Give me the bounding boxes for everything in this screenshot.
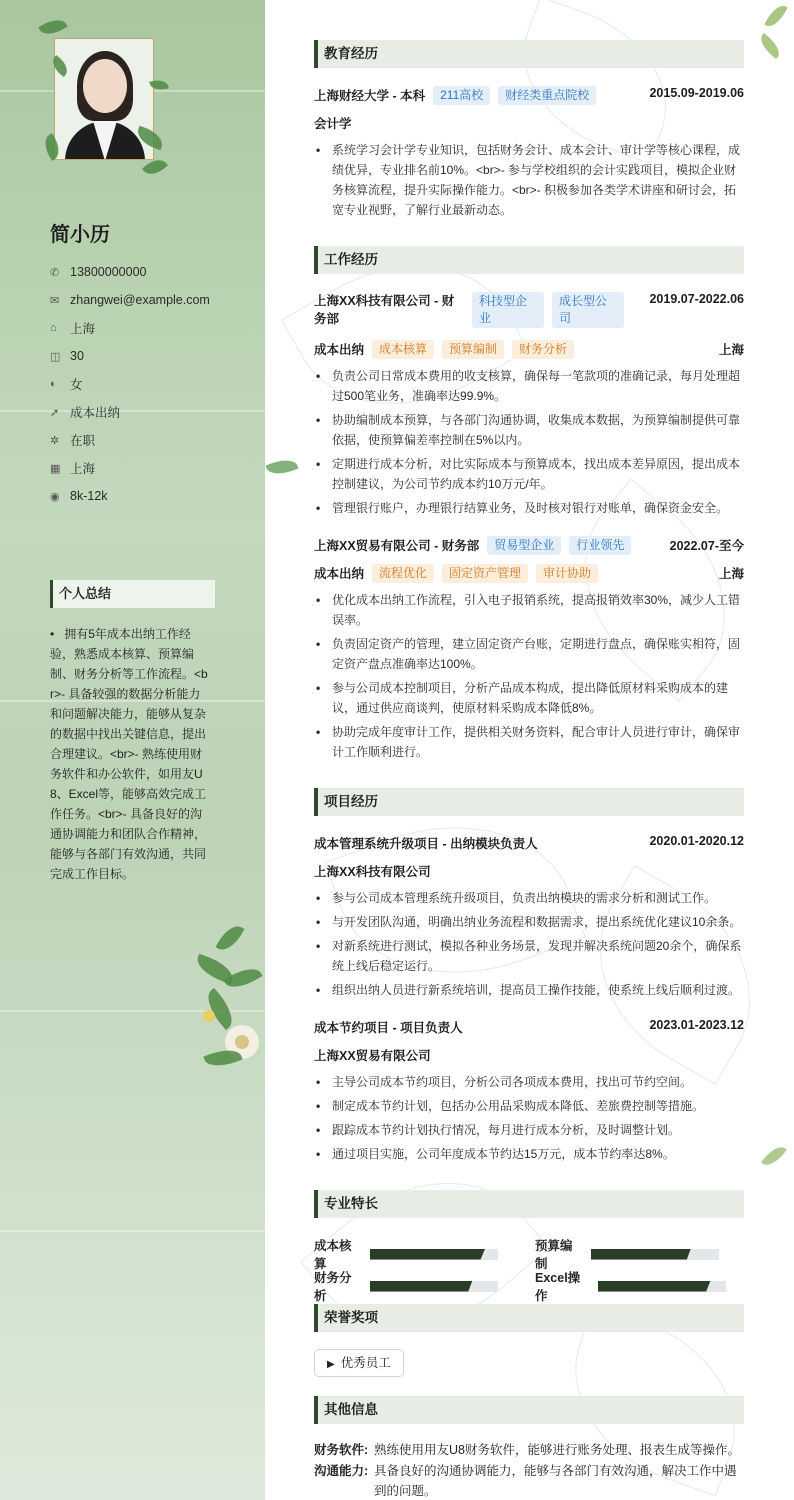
other-item bbox=[314, 1461, 744, 1500]
job-role-row bbox=[314, 340, 744, 359]
education-major: 会计学 bbox=[314, 117, 352, 131]
project-company: 上海XX科技有限公司 bbox=[314, 865, 431, 879]
target-city-value: 上海 bbox=[70, 462, 96, 476]
skill-bar bbox=[370, 1249, 498, 1260]
skill-tag: 成本核算 bbox=[372, 340, 434, 359]
education-period: 2015.09-2019.06 bbox=[649, 86, 744, 100]
job-role: 成本出纳 bbox=[314, 343, 365, 357]
job-city: 上海 bbox=[718, 343, 744, 357]
cake-icon: ◫ bbox=[50, 350, 61, 363]
summary-text: • 拥有5年成本出纳工作经验，熟悉成本核算、预算编制、财务分析等工作流程。<br>- 具备较强的数据分析能力和问题解决能力，能够从复杂的数据中找出关键信息，提出合理建议。<br>- 熟练使用财务软件和办公软件，如用友U8、Excel等，能够高效完成工作任务。<br>- 具备良好的沟通协调能力和团队合作精神，能够与各部门有效沟通，共同完成工作目标。 bbox=[50, 627, 208, 881]
candidate-name: 简小历 bbox=[50, 224, 110, 246]
project-row bbox=[314, 1018, 744, 1036]
location-value: 上海 bbox=[70, 322, 96, 336]
work-heading: 工作经历 bbox=[314, 246, 744, 274]
status-value: 在职 bbox=[70, 434, 96, 448]
list-item: • 主导公司成本节约项目，分析公司各项成本费用，找出可节约空间。 bbox=[314, 1072, 744, 1092]
summary-heading: 个人总结 bbox=[50, 580, 215, 608]
list-item: • 管理银行账户，办理银行结算业务，及时核对银行对账单，确保资金安全。 bbox=[314, 498, 744, 518]
skill-item bbox=[535, 1236, 719, 1272]
project-name: 成本管理系统升级项目 - 出纳模块负责人 bbox=[314, 837, 538, 851]
skill-bar-fill bbox=[591, 1249, 691, 1260]
job-role: 成本出纳 bbox=[314, 567, 365, 581]
project-company: 上海XX贸易有限公司 bbox=[314, 1049, 431, 1063]
summary-body: 拥有5年成本出纳工作经验，熟悉成本核算、预算编制、财务分析等工作流程。<br>- 具备较强的数据分析能力和问题解决能力，能够从复杂的数据中找出关键信息，提出合理建议。<br>- 熟练使用财务软件和办公软件，如用友U8、Excel等，能够高效完成工作任务。<br>- 具备良好的沟通协调能力和团队合作精神，能够与各部门有效沟通，共同完成工作目标。 bbox=[50, 627, 208, 881]
skill-tag: 审计协助 bbox=[536, 564, 598, 583]
phone-value: 13800000000 bbox=[70, 265, 147, 279]
other-value: 具备良好的沟通协调能力，能够与各部门有效沟通，解决工作中遇到的问题。 bbox=[374, 1464, 737, 1498]
list-item: • 协助完成年度审计工作，提供相关财务资料，配合审计人员进行审计，确保审计工作顺利进行。 bbox=[314, 722, 744, 762]
info-status bbox=[50, 426, 240, 454]
skill-item bbox=[535, 1268, 726, 1304]
school-tag: 财经类重点院校 bbox=[498, 86, 596, 105]
project-period: 2023.01-2023.12 bbox=[649, 1018, 744, 1032]
texture-streak bbox=[0, 1230, 265, 1232]
list-item: • 系统学习会计学专业知识，包括财务会计、成本会计、审计学等核心课程，成绩优异，专业排名前10%。<br>- 参与学校组织的会计实践项目，模拟企业财务核算流程，提升实际操作能力。<br>- 积极参加各类学术讲座和研讨会，拓宽专业视野，了解行业最新动态。 bbox=[314, 140, 744, 220]
company-tag: 行业领先 bbox=[569, 536, 631, 555]
list-item: • 跟踪成本节约计划执行情况，每月进行成本分析，及时调整计划。 bbox=[314, 1120, 744, 1140]
honors-heading: 荣誉奖项 bbox=[314, 1304, 744, 1332]
skill-tag: 流程优化 bbox=[372, 564, 434, 583]
list-item: • 负责固定资产的管理，建立固定资产台账，定期进行盘点，确保账实相符，固定资产盘点准确率达100%。 bbox=[314, 634, 744, 674]
education-heading: 教育经历 bbox=[314, 40, 744, 68]
leaf-decoration bbox=[756, 33, 784, 59]
list-item: • 负责公司日常成本费用的收支核算，确保每一笔款项的准确记录，每月处理超过500笔业务，准确率达99.9%。 bbox=[314, 366, 744, 406]
project-row bbox=[314, 834, 744, 852]
job-company: 上海XX科技有限公司 - 财务部 bbox=[314, 294, 455, 326]
skill-name: 成本核算 bbox=[314, 1239, 352, 1271]
sidebar bbox=[0, 0, 265, 1500]
list-item: • 对新系统进行测试，模拟各种业务场景，发现并解决系统问题20余个，确保系统上线后稳定运行。 bbox=[314, 936, 744, 976]
honor-label: 优秀员工 bbox=[340, 1356, 391, 1370]
list-item: • 参与公司成本控制项目，分析产品成本构成，提出降低原材料采购成本的建议，通过供应商谈判，使原材料采购成本降低8%。 bbox=[314, 678, 744, 718]
flower-decoration bbox=[195, 930, 265, 1080]
job-period: 2022.07-至今 bbox=[669, 539, 744, 553]
other-item bbox=[314, 1440, 744, 1460]
avatar bbox=[54, 38, 154, 160]
building-icon: ▦ bbox=[50, 462, 61, 475]
skill-bar bbox=[370, 1281, 498, 1292]
list-item: • 优化成本出纳工作流程，引入电子报销系统，提高报销效率30%，减少人工错误率。 bbox=[314, 590, 744, 630]
leaf-decoration bbox=[761, 1142, 787, 1170]
age-value: 30 bbox=[70, 349, 84, 363]
project-bullets bbox=[314, 888, 744, 1004]
job-company: 上海XX贸易有限公司 - 财务部 bbox=[314, 539, 480, 553]
info-target-position bbox=[50, 398, 240, 426]
honor-item[interactable] bbox=[314, 1349, 404, 1377]
project-period: 2020.01-2020.12 bbox=[649, 834, 744, 848]
job-period: 2019.07-2022.06 bbox=[649, 292, 744, 306]
list-item: • 参与公司成本管理系统升级项目，负责出纳模块的需求分析和测试工作。 bbox=[314, 888, 744, 908]
status-icon: ✲ bbox=[50, 434, 60, 447]
list-item: • 制定成本节约计划，包括办公用品采购成本降低、差旅费控制等措施。 bbox=[314, 1096, 744, 1116]
money-icon: ◉ bbox=[50, 490, 60, 503]
skill-bar-fill bbox=[598, 1281, 711, 1292]
mail-icon: ✉ bbox=[50, 294, 60, 307]
contact-info-list bbox=[50, 258, 240, 510]
email-value: zhangwei@example.com bbox=[70, 293, 210, 307]
company-tag: 成长型公司 bbox=[552, 292, 624, 328]
skill-tag: 预算编制 bbox=[442, 340, 504, 359]
skill-bar bbox=[598, 1281, 726, 1292]
skill-bar-fill bbox=[370, 1249, 485, 1260]
other-key: 沟通能力: bbox=[314, 1464, 369, 1478]
list-item: • 组织出纳人员进行新系统培训，提高员工操作技能，使系统上线后顺利过渡。 bbox=[314, 980, 744, 1000]
skill-item bbox=[314, 1268, 498, 1304]
list-item: • 通过项目实施，公司年度成本节约达15万元，成本节约率达8%。 bbox=[314, 1144, 744, 1164]
home-icon: ⌂ bbox=[50, 322, 57, 334]
gender-value: 女 bbox=[70, 378, 83, 392]
leaf-decoration bbox=[38, 14, 68, 39]
project-bullets bbox=[314, 1072, 744, 1168]
company-tag: 科技型企业 bbox=[472, 292, 544, 328]
skill-name: 预算编制 bbox=[535, 1239, 573, 1271]
job-bullets bbox=[314, 366, 744, 522]
list-item: • 定期进行成本分析，对比实际成本与预算成本，找出成本差异原因，提出成本控制建议，为公司节约成本约10万元/年。 bbox=[314, 454, 744, 494]
info-gender bbox=[50, 370, 240, 398]
skill-name: Excel操作 bbox=[535, 1271, 581, 1303]
job-city: 上海 bbox=[718, 567, 744, 581]
project-name: 成本节约项目 - 项目负责人 bbox=[314, 1021, 463, 1035]
projects-heading: 项目经历 bbox=[314, 788, 744, 816]
info-email bbox=[50, 286, 240, 314]
company-tag: 贸易型企业 bbox=[487, 536, 561, 555]
info-target-city bbox=[50, 454, 240, 482]
other-value: 熟练使用用友U8财务软件，能够进行账务处理、报表生成等操作。 bbox=[374, 1443, 740, 1457]
salary-value: 8k-12k bbox=[70, 489, 108, 503]
info-location bbox=[50, 314, 240, 342]
phone-icon: ✆ bbox=[50, 266, 60, 279]
education-row bbox=[314, 86, 744, 105]
info-salary bbox=[50, 482, 240, 510]
gender-icon: ◐ bbox=[50, 378, 57, 390]
job-role-row bbox=[314, 564, 744, 583]
other-heading: 其他信息 bbox=[314, 1396, 744, 1424]
job-bullets bbox=[314, 590, 744, 766]
info-phone bbox=[50, 258, 240, 286]
education-bullets bbox=[314, 140, 744, 224]
send-icon: ➚ bbox=[50, 406, 60, 419]
skill-tag: 固定资产管理 bbox=[442, 564, 528, 583]
avatar-wreath bbox=[40, 20, 180, 195]
list-item: • 与开发团队沟通，明确出纳业务流程和数据需求，提出系统优化建议10余条。 bbox=[314, 912, 744, 932]
info-age bbox=[50, 342, 240, 370]
list-item: • 协助编制成本预算，与各部门沟通协调，收集成本数据，为预算编制提供可靠依据，使预算偏差率控制在5%以内。 bbox=[314, 410, 744, 450]
job-row bbox=[314, 292, 744, 328]
skills-heading: 专业特长 bbox=[314, 1190, 744, 1218]
skill-bar-fill bbox=[370, 1281, 472, 1292]
skill-item bbox=[314, 1236, 498, 1272]
leaf-decoration bbox=[266, 455, 299, 478]
leaf-decoration bbox=[764, 2, 787, 31]
skill-bar bbox=[591, 1249, 719, 1260]
triangle-right-icon: ▶ bbox=[327, 1359, 335, 1370]
target-position-value: 成本出纳 bbox=[70, 406, 121, 420]
skill-tag: 财务分析 bbox=[512, 340, 574, 359]
other-key: 财务软件: bbox=[314, 1443, 369, 1457]
school-tag: 211高校 bbox=[433, 86, 490, 105]
skill-name: 财务分析 bbox=[314, 1271, 352, 1303]
job-row bbox=[314, 536, 744, 555]
school-name: 上海财经大学 - 本科 bbox=[314, 89, 426, 103]
